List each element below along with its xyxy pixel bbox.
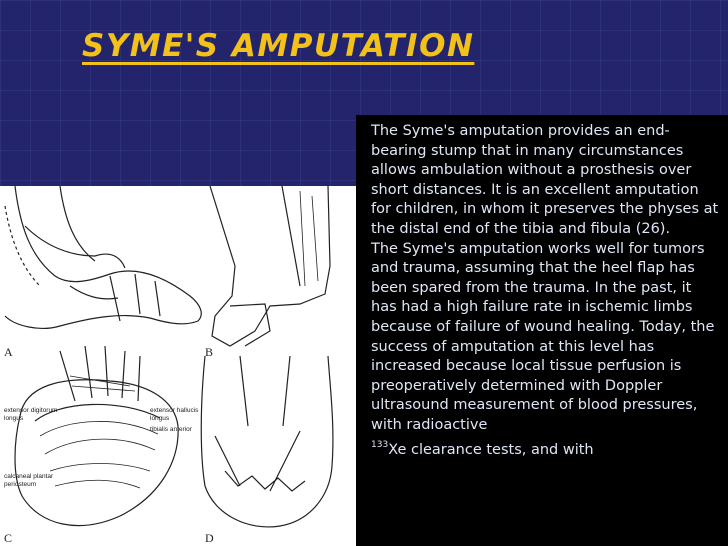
label-calcaneal-plantar: calcaneal plantar (4, 473, 54, 480)
body-text (371, 122, 721, 460)
panel-label-d: D (205, 531, 214, 545)
stump-outline-b (210, 186, 330, 346)
heel-flap-c (15, 380, 178, 526)
label-extensor-hallucis: extensor hallucis (150, 407, 199, 414)
panel-label-c: C (4, 531, 13, 545)
foot-outline-a (5, 186, 201, 328)
paragraph-indications-text: The Syme's amputation works well for tumors and trauma, assuming that the heel flap has been spared from the trauma. In the past, it has had a high failure rate in ischemic limbs because of failure of wound healing. Today, the success of amputation at this level has increased because local tissue perfusion is preoperatively determined with Doppler ultrasound measurement of blood pressures, with radioactive (371, 240, 715, 433)
paragraph-indications (371, 240, 721, 461)
anatomical-illustration (0, 186, 367, 546)
panel-label-a: A (4, 345, 13, 359)
slide-title: SYME'S AMPUTATION (82, 28, 475, 64)
foot-amputation-drawing (0, 186, 367, 546)
stump-outline-d (201, 356, 333, 527)
text-panel (356, 115, 728, 546)
label-tibialis-anterior: tibialis anterior (150, 426, 192, 433)
paragraph-intro: The Syme's amputation provides an end-bearing stump that in many circumstances allows ambulation without a prosthesis over short distances. It is an excellent amputation for children, in whom it preserves the physes at the distal end of the tibia and fibula (26). (371, 123, 719, 237)
label-longus-1: longus (4, 415, 24, 422)
panel-label-b: B (205, 345, 214, 359)
superscript-133: 133 (371, 439, 389, 450)
paragraph-indications-tail: Xe clearance tests, and with (388, 441, 594, 458)
label-extensor-digitorum: extensor digitorum (4, 407, 58, 414)
label-periosteum: periosteum (4, 481, 37, 488)
label-longus-2: longus (150, 415, 170, 422)
